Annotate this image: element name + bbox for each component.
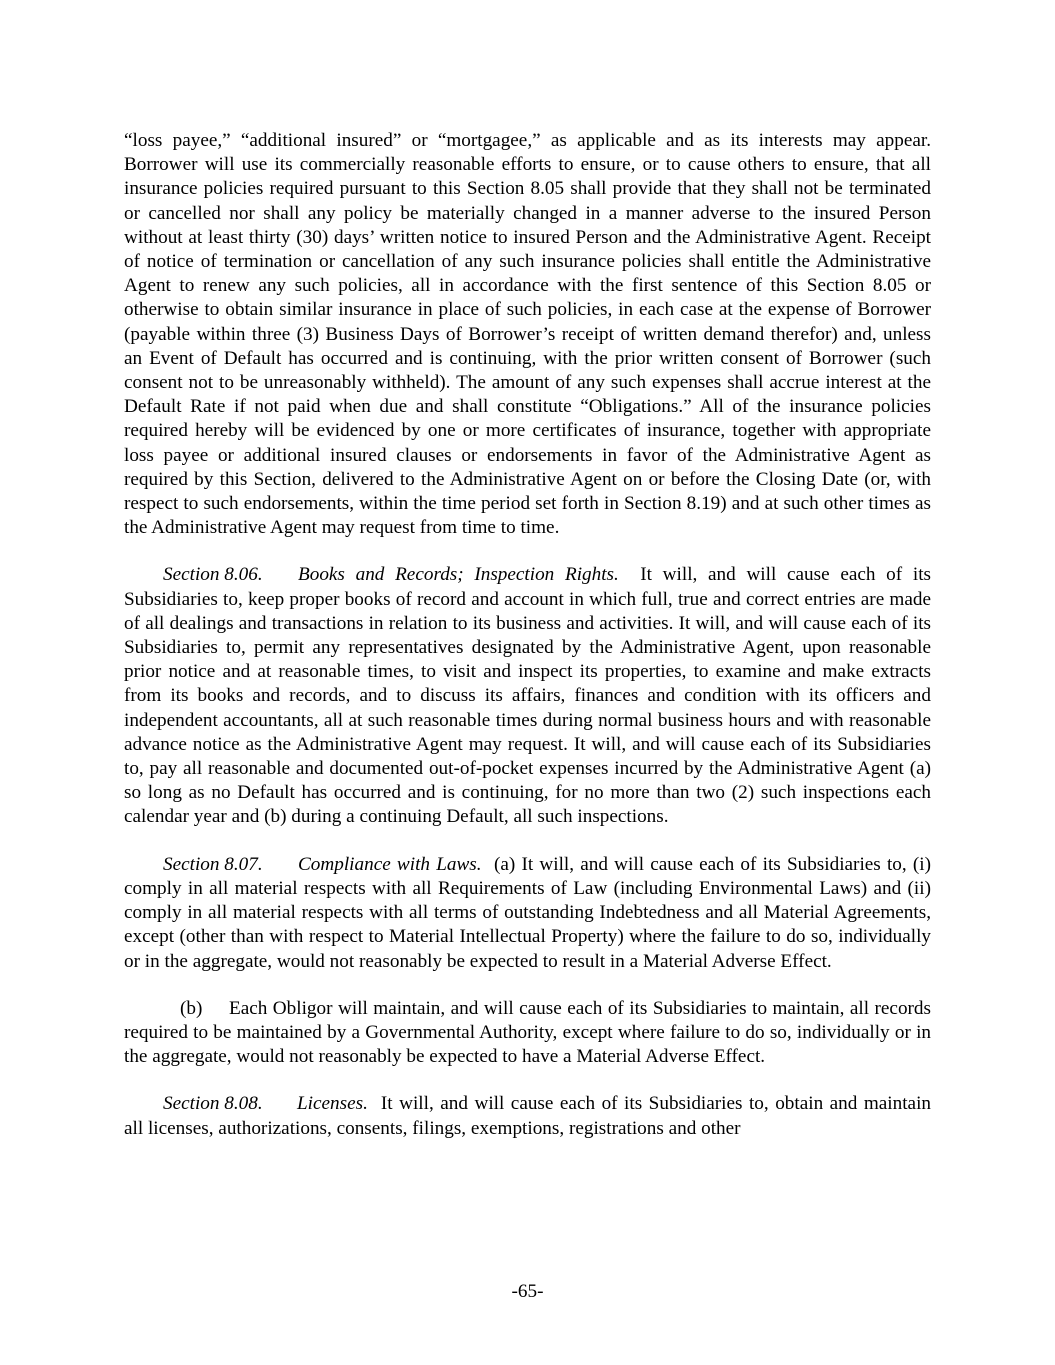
section-body: It will, and will cause each of its Subsidiaries to, obtain and maintain all licenses, authorizations, consents, filings, exemptions, registrations and other <box>124 1093 931 1139</box>
section-8-07 <box>124 853 931 974</box>
section-title: Books and Records; Inspection Rights. <box>298 564 619 586</box>
section-body: It will, and will cause each of its Subsidiaries to, keep proper books of record and account in which full, true and correct entries are made of all dealings and transactions in relation to its business and activities. It will, and will cause each of its Subsidiaries to, permit any representatives designated by the Administrative Agent, upon reasonable prior notice and at reasonable times, to visit and inspect its properties, to examine and make extracts from its books and records, and to discuss its affairs, finances and condition with its officers and independent accountants, all at such reasonable times during normal business hours and with reasonable advance notice as the Administrative Agent may request. It will, and will cause each of its Subsidiaries to, pay all reasonable and documented out-of-pocket expenses incurred by the Administrative Agent (a) so long as no Default has occurred and is continuing, for no more than two (2) such inspections each calendar year and (b) during a continuing Default, all such inspections. <box>124 564 931 828</box>
section-number: Section 8.08. <box>163 1093 263 1115</box>
paragraph-insurance-continuation: “loss payee,” “additional insured” or “mortgagee,” as applicable and as its interests may appear. Borrower will use its commercially reasonable efforts to ensure, or to cause others to ensure, that all insurance policies required pursuant to this Section 8.05 shall provide that they shall not be terminated or cancelled nor shall any policy be materially changed in a manner adverse to the insured Person without at least thirty (30) days’ written notice to insured Person and the Administrative Agent. Receipt of notice of termination or cancellation of any such insurance policies shall entitle the Administrative Agent to renew any such policies, all in accordance with the first sentence of this Section 8.05 or otherwise to obtain similar insurance in place of such policies, in each case at the expense of Borrower (payable within three (3) Business Days of Borrower’s receipt of written demand therefor) and, unless an Event of Default has occurred and is continuing, with the prior written consent of Borrower (such consent not to be unreasonably withheld). The amount of any such expenses shall accrue interest at the Default Rate if not paid when due and shall constitute “Obligations.” All of the insurance policies required hereby will be evidenced by one or more certificates of insurance, together with appropriate loss payee or additional insured clauses or endorsements in favor of the Administrative Agent as required by this Section, delivered to the Administrative Agent on or before the Closing Date (or, with respect to such endorsements, within the time period set forth in Section 8.19) and at such other times as the Administrative Agent may request from time to time. <box>124 130 931 539</box>
section-number: Section 8.07. <box>163 853 263 875</box>
subsection-label: (b) <box>180 997 203 1019</box>
document-body <box>124 129 931 1164</box>
page-number: -65- <box>511 1281 544 1302</box>
section-number: Section 8.06. <box>163 564 263 586</box>
section-8-08 <box>124 1092 931 1140</box>
section-8-07-b <box>124 997 931 1070</box>
section-8-06 <box>124 563 931 829</box>
section-body: (a) It will, and will cause each of its Subsidiaries to, (i) comply in all material respects with all Requirements of Law (including Environmental Laws) and (ii) comply in all material respects with all terms of outstanding Indebtedness and all Material Agreements, except (other than with respect to Material Intellectual Property) where the failure to do so, individually or in the aggregate, would not reasonably be expected to result in a Material Adverse Effect. <box>124 853 932 972</box>
section-title: Compliance with Laws. <box>298 853 482 875</box>
subsection-body: Each Obligor will maintain, and will cause each of its Subsidiaries to maintain, all records required to be maintained by a Governmental Authority, except where failure to do so, individually or in the aggregate, would not reasonably be expected to have a Material Adverse Effect. <box>124 997 931 1068</box>
section-title: Licenses. <box>297 1093 368 1115</box>
